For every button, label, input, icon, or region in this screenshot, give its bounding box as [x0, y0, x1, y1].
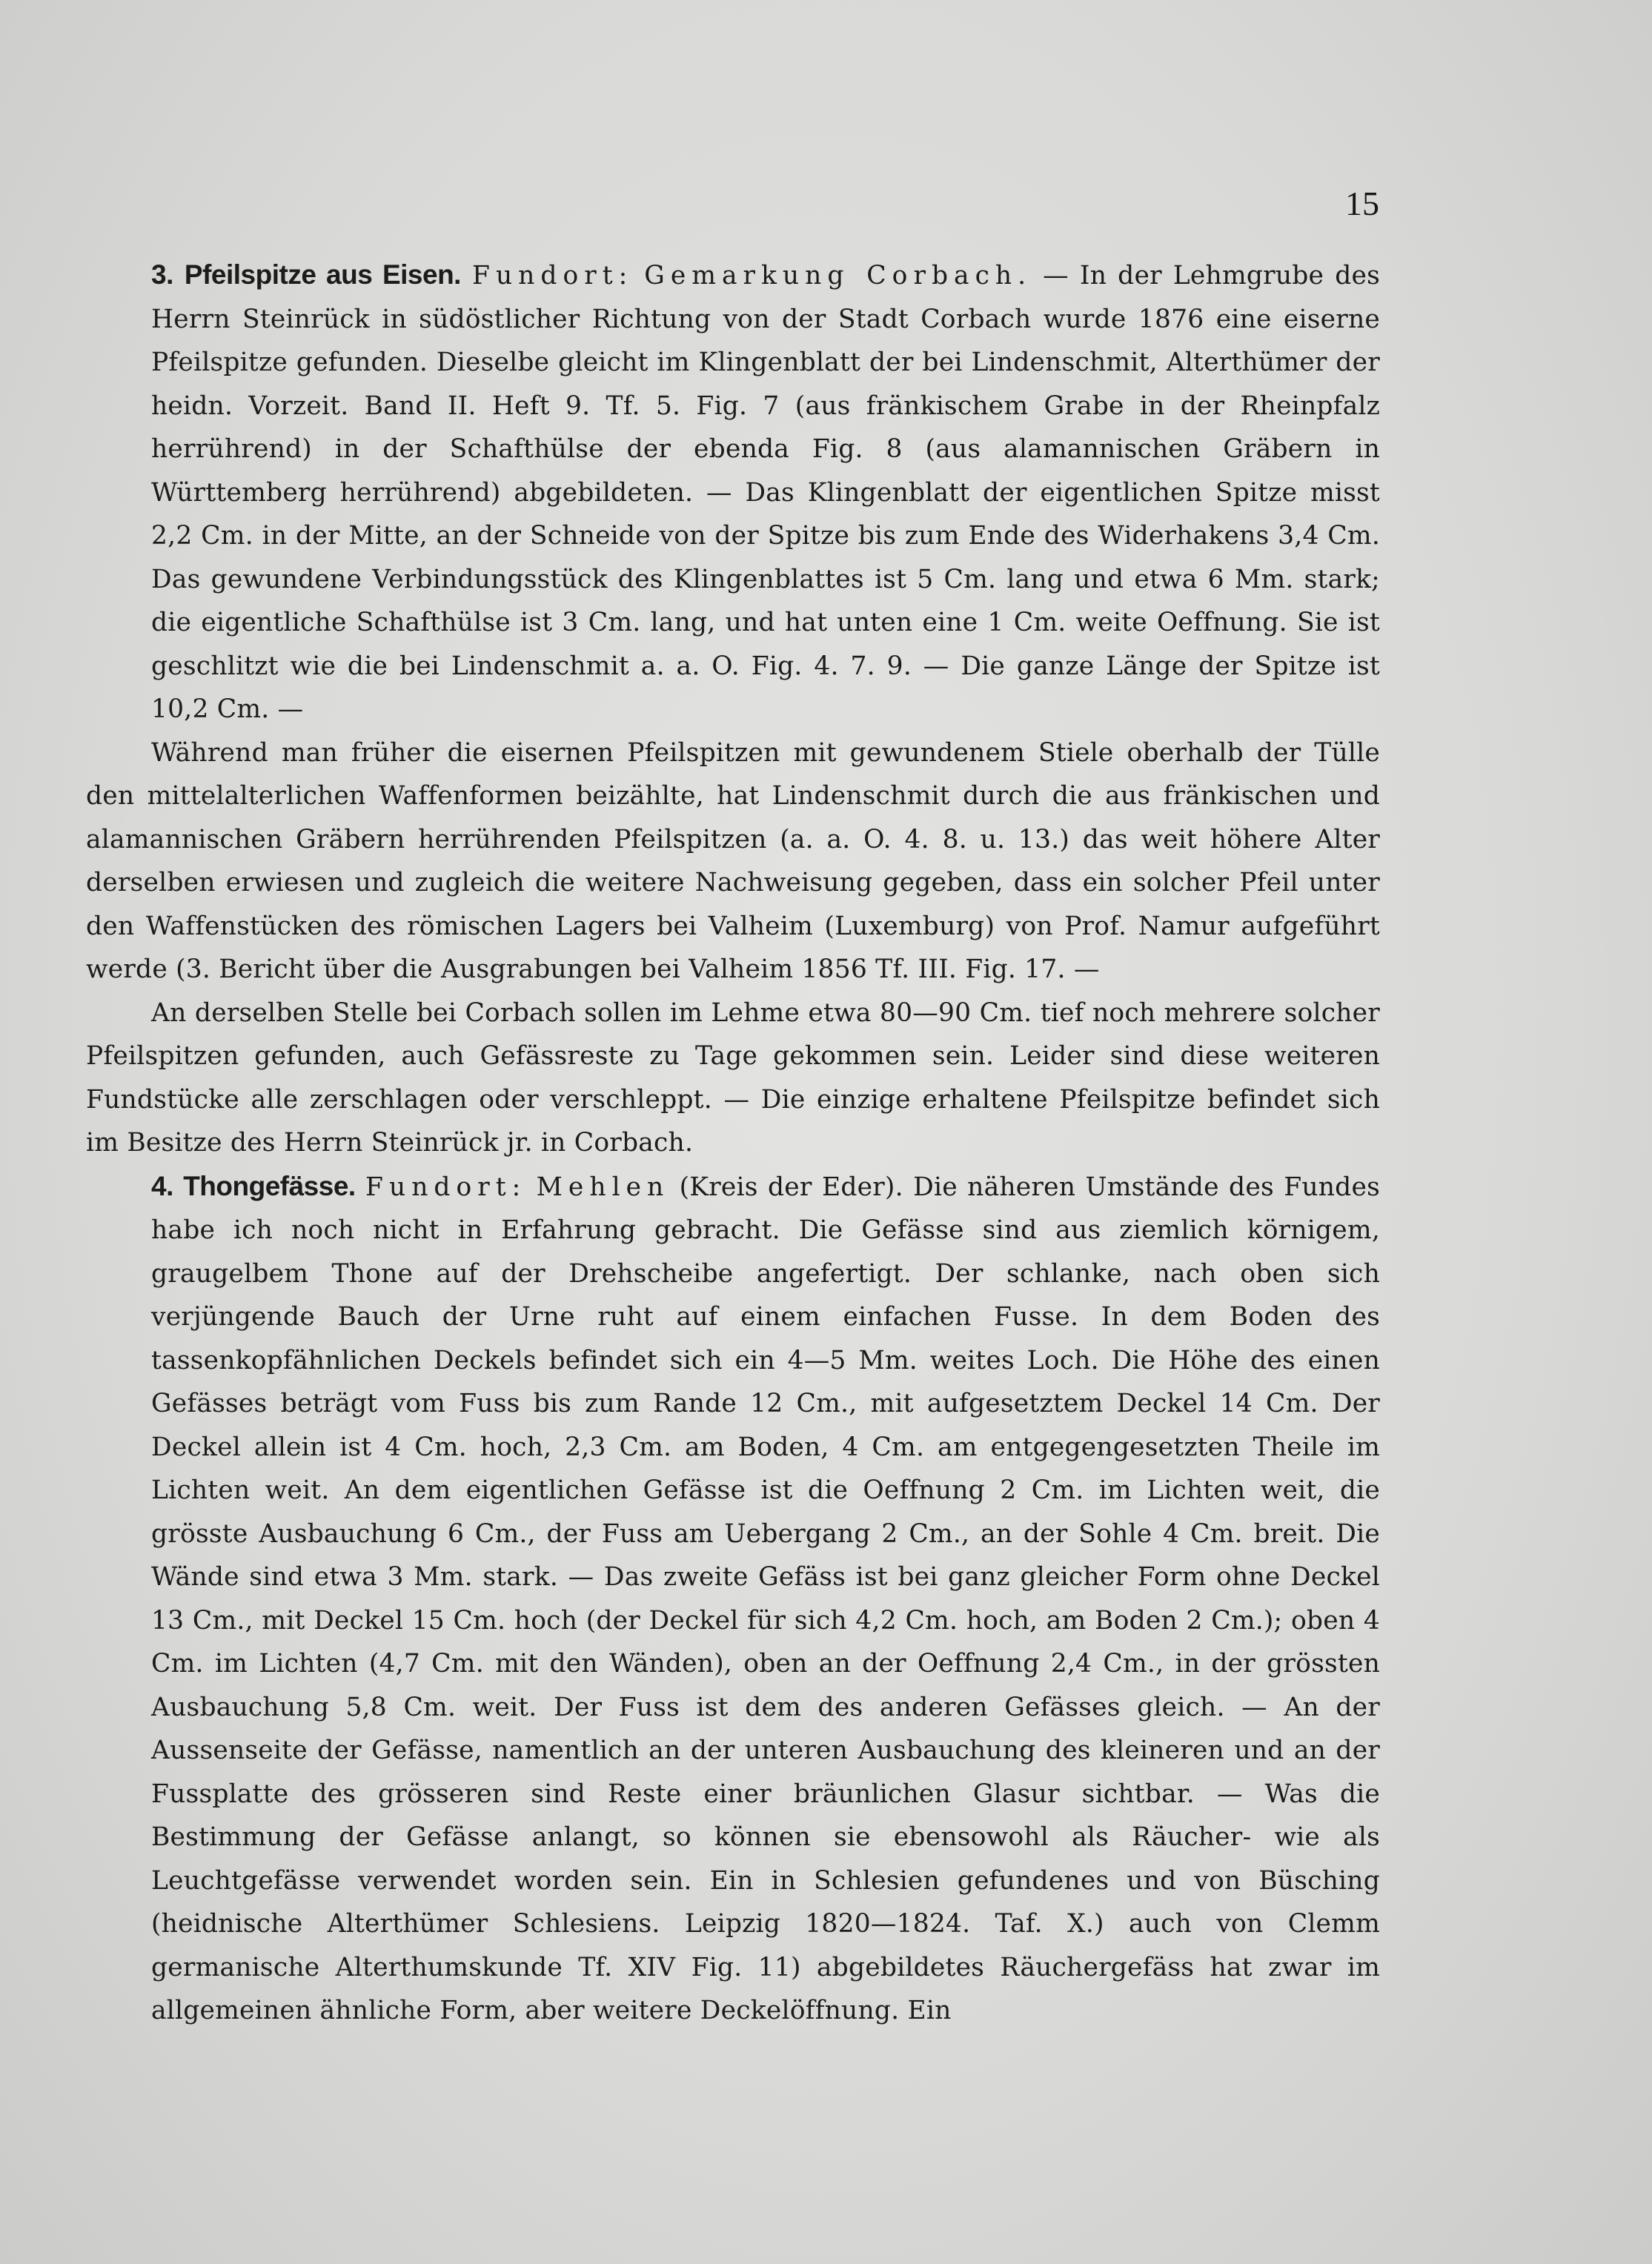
- section-3-title: Pfeilspitze aus Eisen.: [184, 259, 461, 290]
- section-4-text-1: (Kreis der Eder). Die näheren Umstände des Fundes habe ich noch nicht in Erfahrung gebracht. Die Gefässe sind aus ziemlich körnigem, graugelbem Thone auf der Drehscheibe angefertigt. Der schlanke, nach oben sich verjüngende Bauch der Urne ruht auf einem einfachen Fusse. In dem Boden des tassenkopfähnlichen Deckels befindet sich ein 4—5 Mm. weites Loch. Die Höhe des einen Gefässes beträgt vom Fuss bis zum Rande 12 Cm., mit aufgesetztem Deckel 14 Cm. Der Deckel allein ist 4 Cm. hoch, 2,3 Cm. am Boden, 4 Cm. am entgegengesetzten Theile im Lichten weit. An dem eigentlichen Gefässe ist die Oeffnung 2 Cm. im Lichten weit, die grösste Ausbauchung 6 Cm., der Fuss am Uebergang 2 Cm., an der Sohle 4 Cm. breit. Die Wände sind etwa 3 Mm. stark. — Das zweite Gefäss ist bei ganz gleicher Form ohne Deckel 13 Cm., mit Deckel 15 Cm. hoch (der Deckel für sich 4,2 Cm. hoch, am Boden 2 Cm.); oben 4 Cm. im Lichten (4,7 Cm. mit den Wänden), oben an der Oeffnung 2,4 Cm., in der grössten Ausbauchung 5,8 Cm. weit. Der Fuss ist dem des anderen Gefässes gleich. — An der Aussenseite der Gefässe, namentlich an der unteren Ausbauchung des kleineren und an der Fussplatte des grösseren sind Reste einer bräunlichen Glasur sichtbar. — Was die Bestimmung der Gefässe anlangt, so können sie ebensowohl als Räucher- wie als Leuchtgefässe verwendet worden sein. Ein in Schlesien gefundenes und von Büsching (heidnische Alterthümer Schlesiens. Leipzig 1820—1824. Taf. X.) auch von Clemm germanische Alterthumskunde Tf. XIV Fig. 11) abgebildetes Räuchergefäss hat zwar im allgemeinen ähnliche Form, aber weitere Deckelöffnung. Ein: [151, 1172, 1380, 2025]
- section-3-fundort-place: Gemarkung Corbach.: [644, 261, 1032, 291]
- section-3-paragraph-3: An derselben Stelle bei Corbach sollen im Lehme etwa 80—90 Cm. tief noch mehrere solcher Pfeilspitzen gefunden, auch Gefässreste zu Tage gekommen sein. Leider sind diese weiteren Fundstücke alle zerschlagen oder verschleppt. — Die einzige erhaltene Pfeilspitze befindet sich im Besitze des Herrn Steinrück jr. in Corbach.: [86, 997, 1380, 1158]
- section-3-number: 3.: [151, 259, 173, 290]
- section-3-paragraph-2: Während man früher die eisernen Pfeilspitzen mit gewundenem Stiele oberhalb der Tülle den mittelalterlichen Waffenformen beizählte, hat Lindenschmit durch die aus fränkischen und alamannischen Gräbern herrührenden Pfeilspitzen (a. a. O. 4. 8. u. 13.) das weit höhere Alter derselben erwiesen und zugleich die weitere Nachweisung gegeben, dass ein solcher Pfeil unter den Waffenstücken des römischen Lagers bei Valheim (Luxemburg) von Prof. Namur aufgeführt werde (3. Bericht über die Ausgrabungen bei Valheim 1856 Tf. III. Fig. 17. —: [86, 737, 1380, 984]
- body-text: [86, 253, 1380, 2033]
- section-3-paragraph-1: [86, 253, 1380, 731]
- section-4-fundort-place: Mehlen: [536, 1172, 670, 1202]
- section-4-fundort-label: Fundort:: [365, 1172, 527, 1202]
- page-number: 15: [1345, 185, 1379, 222]
- section-3-fundort-label: Fundort:: [472, 261, 634, 291]
- section-4-paragraph-1: [86, 1165, 1380, 2033]
- section-4-title: Thongefässe.: [183, 1170, 356, 1201]
- section-4-number: 4.: [151, 1170, 173, 1201]
- section-3-text-1: — In der Lehmgrube des Herrn Steinrück in südöstlicher Richtung von der Stadt Corbach wurde 1876 eine eiserne Pfeilspitze gefunden. Dieselbe gleicht im Klingenblatt der bei Lindenschmit, Alterthümer der heidn. Vorzeit. Band II. Heft 9. Tf. 5. Fig. 7 (aus fränkischem Grabe in der Rheinpfalz herrührend) in der Schafthülse der ebenda Fig. 8 (aus alamannischen Gräbern in Württemberg herrührend) abgebildeten. — Das Klingenblatt der eigentlichen Spitze misst 2,2 Cm. in der Mitte, an der Schneide von der Spitze bis zum Ende des Widerhakens 3,4 Cm. Das gewundene Verbindungsstück des Klingenblattes ist 5 Cm. lang und etwa 6 Mm. stark; die eigentliche Schafthülse ist 3 Cm. lang, und hat unten eine 1 Cm. weite Oeffnung. Sie ist geschlitzt wie die bei Lindenschmit a. a. O. Fig. 4. 7. 9. — Die ganze Länge der Spitze ist 10,2 Cm. —: [151, 261, 1381, 724]
